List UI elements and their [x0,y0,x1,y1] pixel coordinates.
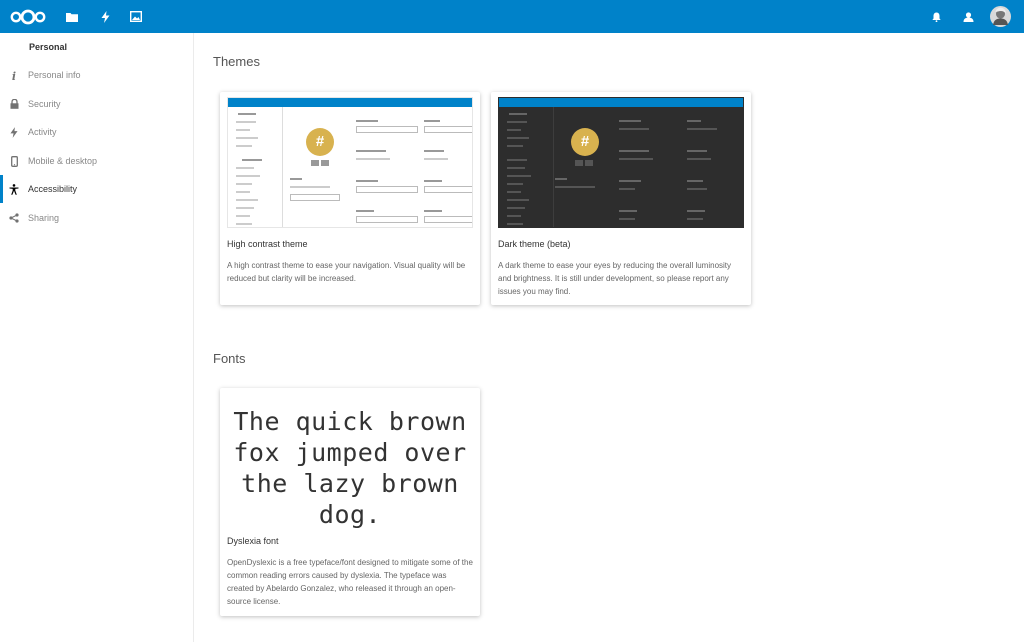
theme-card-description: A high contrast theme to ease your navigation. Visual quality will be reduced but clarity will be increased. [227,261,466,283]
font-card-title: Dyslexia font [227,536,279,546]
phone-icon [0,156,28,167]
nextcloud-logo[interactable] [8,0,48,33]
files-icon[interactable] [62,0,82,33]
sidebar-item-label: Sharing [28,213,60,223]
sidebar-item-sharing[interactable] [0,204,193,232]
sidebar-item-mobile-desktop[interactable] [0,147,193,175]
theme-card-high-contrast[interactable] [220,92,480,305]
theme-card-dark[interactable] [491,92,751,305]
sidebar-item-activity[interactable] [0,118,193,146]
font-card-description: OpenDyslexic is a free typeface/font designed to mitigate some of the common reading errors caused by dyslexia. The typeface was created by Abelardo Gonzalez, who released it through an open-source license. [227,558,473,606]
top-header [0,0,1024,33]
activity-icon [0,127,28,138]
svg-text:i: i [11,69,17,81]
sidebar-item-label: Mobile & desktop [28,156,98,166]
sidebar-item-label: Accessibility [28,184,78,194]
activity-icon[interactable] [95,0,115,33]
font-card-dyslexia[interactable] [220,388,480,616]
theme-card-title: Dark theme (beta) [498,239,571,249]
sidebar-item-label: Security [28,99,61,109]
sidebar-item-personal-info[interactable] [0,61,193,89]
font-sample-preview: The quick brown fox jumped over the lazy brown dog. [233,407,467,529]
sidebar-item-security[interactable] [0,90,193,118]
sidebar-item-label: Activity [28,127,57,137]
share-icon [0,213,28,223]
fonts-section-title: Fonts [213,351,246,366]
gallery-icon[interactable] [126,0,146,33]
sidebar-item-accessibility[interactable] [0,175,193,203]
theme-card-title: High contrast theme [227,239,308,249]
info-icon [0,70,28,81]
avatar[interactable] [989,0,1012,33]
accessibility-icon [0,184,28,195]
notifications-icon[interactable] [926,0,946,33]
dark-theme-preview: # [498,97,744,228]
sidebar-item-label: Personal info [28,70,81,80]
sidebar-heading: Personal [29,42,68,52]
contacts-icon[interactable] [958,0,978,33]
themes-section-title: Themes [213,54,260,69]
theme-card-description: A dark theme to ease your eyes by reducing the overall luminosity and brightness. It is still under development, so please report any issues you may find. [498,261,732,296]
high-contrast-theme-preview: # [227,97,473,228]
lock-icon [0,99,28,109]
settings-sidebar [0,33,194,642]
